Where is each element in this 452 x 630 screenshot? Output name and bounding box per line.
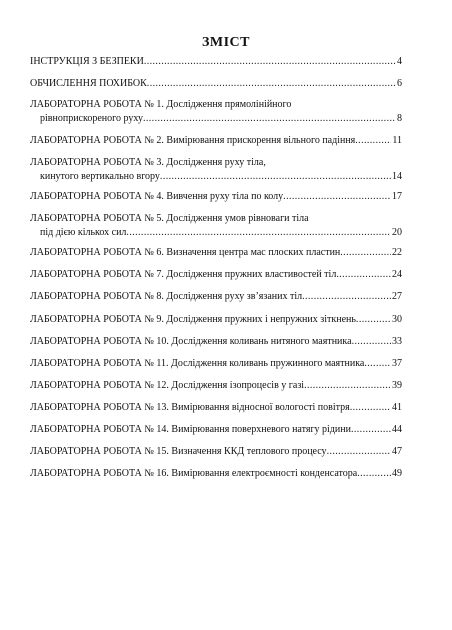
- toc-page-number: 49: [392, 468, 402, 479]
- toc-entry-title: ЛАБОРАТОРНА РОБОТА № 14. Вимірювання поверхневого натягу рідини: [30, 424, 351, 435]
- leader-dots: [144, 55, 396, 69]
- toc-entry: [30, 401, 402, 415]
- toc-page-number: 20: [392, 227, 402, 238]
- leader-dots: [352, 335, 391, 349]
- toc-page-number: 39: [392, 380, 402, 391]
- toc-entry: [30, 445, 402, 459]
- leader-dots: [126, 226, 391, 240]
- leader-dots: [356, 313, 391, 327]
- toc-entry-title: ЛАБОРАТОРНА РОБОТА № 11. Дослідження коливань пружинного маятника: [30, 358, 365, 369]
- leader-dots: [147, 77, 396, 91]
- toc-entry-title: ЛАБОРАТОРНА РОБОТА № 13. Вимірювання відносної вологості повітря: [30, 402, 350, 413]
- toc-page-number: 33: [392, 336, 402, 347]
- toc-page-number: 22: [392, 247, 402, 258]
- leader-dots: [302, 290, 391, 304]
- toc-entry: [30, 77, 402, 91]
- toc-entry-title: ЛАБОРАТОРНА РОБОТА № 10. Дослідження коливань нитяного маятника: [30, 336, 352, 347]
- toc-page-number: 30: [392, 314, 402, 325]
- toc-entry-title: ЛАБОРАТОРНА РОБОТА № 12. Дослідження ізопроцесів у газі: [30, 380, 305, 391]
- leader-dots: [351, 423, 391, 437]
- toc-entry: [30, 335, 402, 349]
- leader-dots: [350, 401, 391, 415]
- toc-page-number: 8: [397, 113, 402, 124]
- leader-dots: [327, 445, 391, 459]
- toc-entry: [30, 55, 402, 69]
- toc-page-number: 6: [397, 78, 402, 89]
- leader-dots: [160, 170, 391, 184]
- toc-entry-title: ЛАБОРАТОРНА РОБОТА № 8. Дослідження руху зв’язаних тіл: [30, 291, 303, 302]
- toc-entry-title: ЛАБОРАТОРНА РОБОТА № 16. Вимірювання електроємності конденсатора: [30, 468, 358, 479]
- toc-page-number: 27: [392, 291, 402, 302]
- toc-entry: [30, 379, 402, 393]
- toc-entry-continuation: рівноприскореного руху: [40, 113, 143, 124]
- toc-entry: [30, 290, 402, 304]
- toc-page-number: 44: [392, 424, 402, 435]
- toc-entry: [30, 212, 402, 240]
- toc-entry-title: ЛАБОРАТОРНА РОБОТА № 9. Дослідження пружних і непружних зіткнень: [30, 314, 356, 325]
- leader-dots: [340, 246, 391, 260]
- toc-page-number: 37: [392, 358, 402, 369]
- toc-entry: [30, 467, 402, 481]
- toc-entry-title: ЛАБОРАТОРНА РОБОТА № 1. Дослідження прямолінійного: [30, 99, 292, 110]
- toc-entry-title: ІНСТРУКЦІЯ З БЕЗПЕКИ: [30, 56, 144, 67]
- toc-page-number: 17: [392, 191, 402, 202]
- toc-entry: [30, 134, 402, 148]
- leader-dots: [283, 190, 391, 204]
- toc-page-number: 4: [397, 56, 402, 67]
- toc-entry: [30, 313, 402, 327]
- toc-entry-title: ЛАБОРАТОРНА РОБОТА № 15. Визначення ККД теплового процесу: [30, 446, 327, 457]
- leader-dots: [304, 379, 391, 393]
- toc-entry-title: ЛАБОРАТОРНА РОБОТА № 2. Вимірювання прискорення вільного падіння: [30, 135, 356, 146]
- toc-entry-title: ЛАБОРАТОРНА РОБОТА № 6. Визначення центра мас плоских пластин: [30, 247, 341, 258]
- leader-dots: [364, 357, 391, 371]
- toc-entry: [30, 268, 402, 282]
- toc-page-number: 14: [392, 171, 402, 182]
- toc-page-number: 11: [392, 135, 402, 146]
- toc-entry-title: ЛАБОРАТОРНА РОБОТА № 4. Вивчення руху тіла по колу: [30, 191, 284, 202]
- toc-entry: [30, 423, 402, 437]
- toc-entry-title: ЛАБОРАТОРНА РОБОТА № 5. Дослідження умов рівноваги тіла: [30, 213, 309, 224]
- toc-entry: [30, 357, 402, 371]
- toc-entry: [30, 190, 402, 204]
- toc-entry-title: ОБЧИСЛЕННЯ ПОХИБОК: [30, 78, 147, 89]
- leader-dots: [355, 134, 391, 148]
- toc-page-number: 47: [392, 446, 402, 457]
- toc-page-number: 41: [392, 402, 402, 413]
- toc-entry-title: ЛАБОРАТОРНА РОБОТА № 7. Дослідження пружних властивостей тіл: [30, 269, 337, 280]
- toc-entry-continuation: під дією кількох сил: [40, 227, 127, 238]
- page-title: ЗМІСТ: [202, 35, 250, 50]
- leader-dots: [143, 112, 396, 126]
- toc-entry-continuation: кинутого вертикально вгору: [40, 171, 160, 182]
- toc-entry: [30, 156, 402, 184]
- leader-dots: [336, 268, 391, 282]
- toc-page-number: 24: [392, 269, 402, 280]
- leader-dots: [357, 467, 391, 481]
- toc-entry: [30, 246, 402, 260]
- toc-entry-title: ЛАБОРАТОРНА РОБОТА № 3. Дослідження руху тіла,: [30, 157, 266, 168]
- toc-entry: [30, 98, 402, 126]
